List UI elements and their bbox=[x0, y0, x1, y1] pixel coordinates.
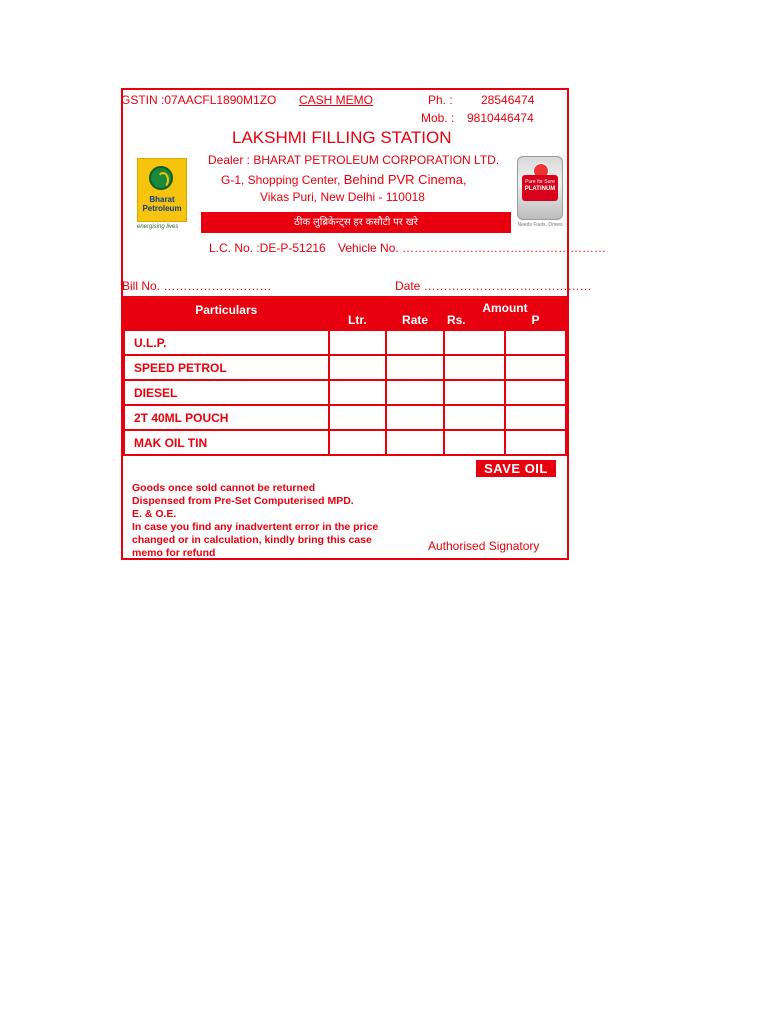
header-particulars: Particulars bbox=[124, 297, 329, 330]
cell-rate[interactable] bbox=[386, 405, 444, 430]
cell-rate[interactable] bbox=[386, 330, 444, 355]
cell-rs[interactable] bbox=[444, 430, 505, 455]
platinum-label-1: Pure for Sure bbox=[525, 179, 555, 185]
platinum-label-2: PLATINUM bbox=[524, 186, 556, 192]
phone-value: 28546474 bbox=[481, 93, 535, 107]
bpcl-name-2: Petroleum bbox=[142, 204, 182, 213]
vehicle-number: Vehicle No. …………………………………………… bbox=[338, 241, 607, 255]
note-line: changed or in calculation, kindly bring this case bbox=[132, 534, 372, 546]
table-row bbox=[124, 405, 566, 430]
table-row bbox=[124, 355, 566, 380]
note-line: Goods once sold cannot be returned bbox=[132, 482, 316, 494]
bill-date: Date …………………………………… bbox=[395, 279, 592, 293]
phone-label: Ph. : bbox=[428, 93, 453, 107]
gstin-text: GSTIN :07AACFL1890M1ZO bbox=[121, 93, 277, 107]
note-line: Dispensed from Pre-Set Computerised MPD. bbox=[132, 495, 354, 507]
note-line: E. & O.E. bbox=[132, 508, 177, 520]
cell-rs[interactable] bbox=[444, 405, 505, 430]
header-rs: Rs. bbox=[446, 312, 466, 327]
row-particular: U.L.P. bbox=[124, 330, 329, 355]
note-line: In case you find any inadvertent error in the price bbox=[132, 521, 379, 533]
header-p: P bbox=[531, 312, 540, 327]
memo-type: CASH MEMO bbox=[299, 93, 374, 107]
save-oil-badge: SAVE OIL bbox=[476, 460, 556, 477]
authorised-signatory: Authorised Signatory bbox=[428, 539, 540, 553]
cell-rs[interactable] bbox=[444, 380, 505, 405]
cell-rate[interactable] bbox=[386, 430, 444, 455]
bpcl-emblem-icon bbox=[149, 166, 173, 190]
cell-rate[interactable] bbox=[386, 355, 444, 380]
platinum-caption: Needs Fuels. Drives bbox=[517, 222, 563, 228]
cell-rate[interactable] bbox=[386, 380, 444, 405]
cell-p[interactable] bbox=[505, 405, 566, 430]
row-particular: SPEED PETROL bbox=[124, 355, 329, 380]
row-particular: MAK OIL TIN bbox=[124, 430, 329, 455]
items-table bbox=[123, 296, 567, 456]
table-row bbox=[124, 430, 566, 455]
address-line-2: Vikas Puri, New Delhi - 110018 bbox=[260, 190, 425, 204]
header-amount-group bbox=[444, 297, 566, 330]
cell-p[interactable] bbox=[505, 380, 566, 405]
address-line-1-b: Behind PVR Cinema, bbox=[343, 172, 467, 187]
bpcl-logo bbox=[137, 158, 189, 234]
bill-number: Bill No. ……………………… bbox=[122, 279, 272, 293]
dealer-line: Dealer : BHARAT PETROLEUM CORPORATION LTD. bbox=[208, 153, 500, 167]
header-amount: Amount bbox=[482, 300, 528, 315]
cell-ltr[interactable] bbox=[329, 330, 387, 355]
lc-number: L.C. No. :DE-P-51216 bbox=[209, 241, 326, 255]
table-row bbox=[124, 330, 566, 355]
bpcl-name-1: Bharat bbox=[149, 195, 175, 204]
cell-ltr[interactable] bbox=[329, 430, 387, 455]
cash-memo bbox=[121, 88, 607, 560]
mobile-value: 9810446474 bbox=[467, 111, 534, 125]
hindi-slogan-bar: ठीक लुब्रिकेन्ट्स हर कसौटी पर खरे bbox=[201, 212, 511, 233]
cell-p[interactable] bbox=[505, 430, 566, 455]
platinum-badge bbox=[517, 156, 563, 232]
cell-p[interactable] bbox=[505, 330, 566, 355]
cell-ltr[interactable] bbox=[329, 405, 387, 430]
cell-rs[interactable] bbox=[444, 355, 505, 380]
row-particular: 2T 40ML POUCH bbox=[124, 405, 329, 430]
mobile-label: Mob. : bbox=[421, 111, 455, 125]
terms-notes bbox=[132, 482, 378, 560]
table-row bbox=[124, 380, 566, 405]
cell-rs[interactable] bbox=[444, 330, 505, 355]
cell-p[interactable] bbox=[505, 355, 566, 380]
bpcl-tagline: energising lives bbox=[137, 224, 179, 230]
cell-ltr[interactable] bbox=[329, 380, 387, 405]
header-rate: Rate bbox=[386, 297, 444, 330]
station-name: LAKSHMI FILLING STATION bbox=[232, 128, 452, 147]
header-ltr: Ltr. bbox=[329, 297, 387, 330]
row-particular: DIESEL bbox=[124, 380, 329, 405]
address-line-1 bbox=[221, 172, 467, 187]
address-line-1-a: G-1, Shopping Center, bbox=[221, 173, 344, 187]
cell-ltr[interactable] bbox=[329, 355, 387, 380]
note-line: memo for refund bbox=[132, 547, 216, 559]
